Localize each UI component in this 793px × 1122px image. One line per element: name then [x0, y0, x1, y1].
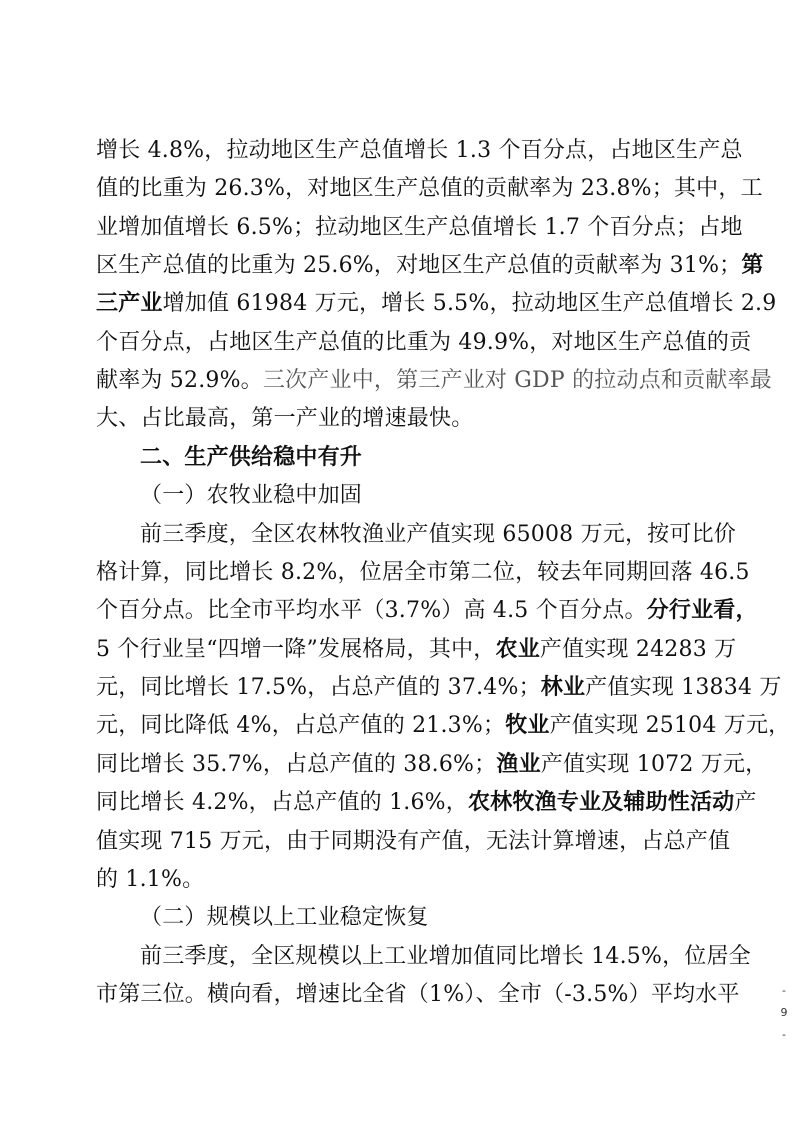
text-line-2: 值的比重为 26.3%，对地区生产总值的贡献率为 23.8%；其中，工: [96, 176, 763, 201]
bold-term-tertiary-2: 三产业: [96, 291, 163, 316]
section-heading: 二、生产供给稳中有升: [140, 445, 363, 470]
subsection-heading-1: （一）农牧业稳中加固: [140, 483, 363, 508]
text-line-3: 业增加值增长 6.5%；拉动地区生产总值增长 1.7 个百分点；占地: [96, 215, 743, 240]
bold-term-fishery: 渔业: [496, 752, 541, 777]
text-line-18: 的 1.1%。: [96, 867, 205, 892]
text-line-10: 格计算，同比增长 8.2%，位居全市第二位，较去年同期回落 46.5: [96, 560, 750, 585]
text-line-12: 5 个行业呈“四增一降”发展格局，其中，农业产值实现 24283 万: [96, 637, 737, 662]
subsection-heading-2: （二）规模以上工业稳定恢复: [140, 905, 429, 930]
page-number: 9: [780, 1006, 788, 1019]
text-line-5: 三产业增加值 61984 万元，增长 5.5%，拉动地区生产总值增长 2.9: [96, 291, 777, 316]
bold-term-tertiary-1: 第: [741, 253, 764, 278]
text-line-15: 同比增长 35.7%，占总产值的 38.6%；渔业产值实现 1072 万元，: [96, 752, 768, 777]
text-line-14: 元，同比降低 4%，占总产值的 21.3%；牧业产值实现 25104 万元，: [96, 713, 791, 738]
page-number-mark-top: -: [782, 984, 786, 997]
bold-term-by-industry: 分行业看，: [646, 598, 758, 623]
text-line-11: 个百分点。比全市平均水平（3.7%）高 4.5 个百分点。分行业看，: [96, 598, 758, 623]
text-line-4: 区生产总值的比重为 25.6%，对地区生产总值的贡献率为 31%；第: [96, 253, 764, 278]
text-line-13: 元，同比增长 17.5%，占总产值的 37.4%；林业产值实现 13834 万: [96, 675, 782, 700]
bold-term-agriculture: 农业: [495, 637, 540, 662]
text-line-8: 大、占比最高，第一产业的增速最快。: [96, 406, 474, 431]
text-line-6: 个百分点，占地区生产总值的比重为 49.9%，对地区生产总值的贡: [96, 330, 752, 355]
text-line-7: 献率为 52.9%。三次产业中，第三产业对 GDP 的拉动点和贡献率最: [96, 368, 772, 393]
text-line-16: 同比增长 4.2%，占总产值的 1.6%，农林牧渔专业及辅助性活动产: [96, 790, 757, 815]
text-line-20: 市第三位。横向看，增速比全省（1%）、全市（-3.5%）平均水平: [96, 982, 740, 1007]
text-line-9: 前三季度，全区农林牧渔业产值实现 65008 万元，按可比价: [140, 522, 736, 547]
text-line-17: 值实现 715 万元，由于同期没有产值，无法计算增速，占总产值: [96, 829, 731, 854]
bold-term-forestry: 林业: [540, 675, 586, 700]
page-number-mark-bottom: -: [782, 1028, 786, 1041]
bold-term-auxiliary-activities: 农林牧渔专业及辅助性活动: [467, 790, 735, 815]
text-line-1: 增长 4.8%，拉动地区生产总值增长 1.3 个百分点，占地区生产总: [96, 138, 743, 163]
text-line-19: 前三季度，全区规模以上工业增加值同比增长 14.5%，位居全: [140, 944, 751, 969]
bold-term-animal-husbandry: 牧业: [505, 713, 550, 738]
